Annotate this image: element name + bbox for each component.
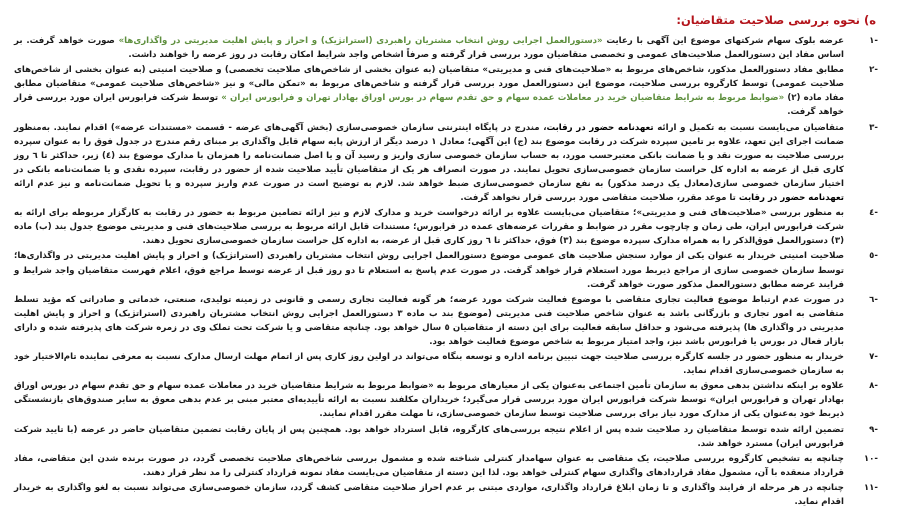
item-number: -۱۱	[863, 482, 878, 493]
highlighted-reference: «دستورالعمل اجرایی روش انتخاب مشتریان راهبردی (استراتژیک) و احراز و پایش اهلیت مدیریتی در واگذاری‌ها»	[118, 36, 603, 46]
item-text: عرضه بلوک سهام شرکتهای موضوع این آگهی با رعایت	[602, 36, 844, 46]
list-item	[14, 206, 882, 248]
item-text: به منظور بررسی «صلاحیت‌های فنی و مدیریتی»؛ متقاضیان می‌بایست علاوه بر ارائه درخواست خرید و مدارک لازم و نیز ارائه تضامین مربوط به حضور در رقابت به کارگزار مربوطه برای ارائه به شرکت فرابورس ایران، طی زمان و چارچوب مقرر در ضوابط و مقررات عرضه‌های عمده در فرابورس؛ مستندات قابل ارائه مربوط به بررسی صلاحیت‌های فنی و مدیریتی موضوع جدول بند (ب) ماده (۳) دستورالعمل فوق‌الذکر را به همراه مدارک سپرده موضوع بند (۳) فوق، حداکثر تا ٦ روز کاری قبل از عرضه، به اداره کل حراست سازمان خصوصی‌سازی تحویل دهند.	[14, 208, 844, 247]
list-item	[14, 350, 882, 378]
item-text: تضمین ارائه شده توسط متقاضیان رد صلاحیت شده پس از اعلام نتیجه بررسی‌های کارگروه، قابل استرداد خواهد بود. همچنین پس از پایان رقابت تضمین متقاضیان حاضر در عرضه (با تایید شرکت فرابورس ایران) مسترد خواهد شد.	[14, 424, 844, 449]
list-item	[14, 34, 882, 62]
item-number: -٥	[869, 251, 878, 262]
emphasized-text: تعهدنامه حضور در رقابت	[546, 122, 654, 133]
item-text: صلاحیت امنیتی خریدار به عنوان یکی از موارد سنجش صلاحیت های عمومی موضوع دستورالعمل اجرایی روش انتخاب مشتریان راهبردی (استراتژیک) و احراز و پایش اهلیت مدیریتی در واگذاری‌ها؛ توسط سازمان خصوصی سازی از مراجع ذیربط مورد استعلام قرار خواهد گرفت. در صورت عدم پاسخ به استعلام تا دو روز قبل از عرضه توسط مراجع فوق، اعلام فهرست متقاضیان واجد شرایط و فرایند عرضه مطابق دستورالعمل مذکور صورت خواهد گرفت.	[14, 251, 844, 290]
emphasized-text: تعهدنامه حضور در رقابت	[738, 193, 844, 204]
item-text: در صورت عدم ارتباط موضوع فعالیت تجاری متقاضی با موضوع فعالیت شرکت مورد عرضه؛ هر گونه فعالیت تجاری رسمی و قانونی در زمینه تولیدی، صنعتی، خدماتی و صادراتی که مؤید تسلط متقاضی به امور تجاری و بازرگانی باشد به عنوان شاخص صلاحیت فنی مدیریتی (موضوع بند ب ماده ۳ دستورالعمل اجرایی روش انتخاب مشتریان راهبردی (استراتژیک) و احراز و پایش اهلیت مدیریتی در واگذاری ها) پذیرفته می‌شود و حداقل سابقه فعالیت برای این دسته از متقاضیان ٥ سال خواهد بود. چنانچه متقاضی و یا شرکت تحت تملک وی در زمره شرکت های پذیرفته شده و دارای بازار فعال در بورس یا فرابورس باشد نیز، واجد امتیاز مربوط به شاخص موضوع فعالیت خواهد بود.	[14, 294, 844, 347]
list-item	[14, 452, 882, 480]
list-item	[14, 423, 882, 451]
item-text: چنانچه در هر مرحله از فرایند واگذاری و تا زمان ابلاغ قرارداد واگذاری، مواردی مبتنی بر عدم احراز صلاحیت متقاضی کشف گردد، سازمان خصوصی‌سازی می‌تواند نسبت به لغو واگذاری به خریدار اقدام نماید.	[14, 482, 844, 507]
item-number: -٤	[869, 208, 878, 219]
item-text: مطابق مفاد دستورالعمل مذکور، شاخص‌های مربوط به «صلاحیت‌های فنی و مدیریتی» متقاضیان (به عنوان بخشی از شاخص‌های صلاحیت تخصصی) و صلاحیت امنیتی (به عنوان بخشی از شاخص‌های صلاحیت عمومی) توسط کارگروه بررسی صلاحیت، موضوع این دستورالعمل مورد بررسی قرار گرفته و شاخص‌های مربوط به «تمکن مالی» و نیز «شاخص‌های صلاحیت عمومی» متقاضیان مطابق مفاد ماده (۲)	[14, 65, 844, 104]
item-text: متقاضیان می‌بایست نسبت به تکمیل و ارائه	[653, 122, 844, 133]
item-number: -۷	[869, 352, 878, 363]
item-number: -۲	[869, 65, 878, 76]
item-text: تا موعد مقرر، صلاحیت متقاضی مورد بررسی قرار نخواهد گرفت.	[460, 193, 739, 204]
list-item	[14, 293, 882, 349]
conditions-list	[14, 34, 882, 509]
item-text: صورت خواهد گرفت. بر اساس مفاد این دستورالعمل صلاحیت‌های عمومی و تخصصی متقاضیان مورد بررسی قرار گرفته و صرفاً اشخاص واجد شرایط امکان رقابت در روز عرضه را خواهند داشت.	[14, 36, 844, 61]
item-text: علاوه بر اینکه نداشتن بدهی معوق به سازمان تأمین اجتماعی به‌عنوان یکی از معیارهای مربوط به «ضوابط مربوط به شرایط متقاضیان خرید در معاملات عمده سهام و حق تقدم سهام در بورس اوراق بهادار تهران و فرابورس ایران» توسط شرکت فرابورس ایران مورد بررسی قرار می‌گیرد؛ خریداران مکلفند نسبت به ارائه تأییدیه‌ای معتبر مبنی بر عدم بدهی معوق به سایر صندوق‌های بازنشستگی ذیربط خود به‌عنوان یکی از مدارک مورد نیاز برای بررسی صلاحیت توسط سازمان خصوصی‌سازی، تا مهلت مقرر اقدام نمایند.	[14, 381, 844, 420]
item-number: -٦	[869, 294, 878, 305]
item-number: -۹	[869, 424, 878, 435]
item-text: چنانچه به تشخیص کارگروه بررسی صلاحیت، یک متقاضی به عنوان سهامدار کنترلی شناخته شده و مشمول بررسی شاخص‌های صلاحیت تخصصی گردد، در صورت برنده شدن این متقاضی، مفاد قرارداد منعقده با آن، مشمول مفاد قراردادهای واگذاری سهام کنترلی خواهد بود. لذا این دسته از متقاضیان می‌بایست مفاد نمونه قرارداد کنترلی را مد نظر قرار دهند.	[14, 453, 844, 478]
item-number: -۱۰	[863, 453, 878, 464]
list-item	[14, 121, 882, 206]
item-number: -۱	[869, 36, 878, 46]
item-text: توسط شرکت فرابورس ایران مورد بررسی قرار خواهد گرفت.	[14, 93, 844, 118]
highlighted-reference: «ضوابط مربوط به شرایط متقاضیان خرید در معاملات عمده سهام و حق تقدم سهام در بورس اوراق بهادار تهران و فرابورس ایران »	[221, 93, 785, 104]
item-text: ، مندرج در پایگاه اینترنتی سازمان خصوصی‌سازی (بخش آگهی‌های عرضه - قسمت «مستندات عرضه») اقدام نمایند. به‌منظور ضمانت اجرای این تعهد، علاوه بر تامین سپرده شرکت در رقابت موضوع بند (ج) این آگهی؛ معادل ۱ درصد دیگر از ارزش پایه سهام قابل واگذاری بر مبنای رقم مندرج در جدول فوق را به عنوان سپرده بررسی صلاحیت به صورت نقد و یا ضمانت بانکی معتبرحسب مورد، به حساب سازمان خصوصی سازی واریز و رسید آن و یا اصل ضمانت‌نامه را همزمان با مدارک موضوع بند (٤) زیر، حداکثر تا ٦ روز کاری قبل از عرضه به اداره کل حراست سازمان خصوصی‌سازی تحویل نمایند. در صورت انصراف هر یک از متقاضیان تأیید صلاحیت شده از حضور در رقابت، سپرده نقدی و یا ضمانت‌نامه بانکی در اختیار سازمان خصوصی سازی(معادل یک درصد مذکور) به نفع سازمان خصوصی‌سازی ضبط خواهد شد. لازم به توضیح است در صورت عدم واریز سپرده و یا تحویل ضمانت‌نامه و نیز عدم ارائه	[14, 122, 845, 189]
list-item	[14, 379, 882, 421]
item-number: -۸	[869, 381, 878, 392]
item-text: خریدار به منظور حضور در جلسه کارگره بررسی صلاحیت جهت تبیین برنامه اداره و توسعه بنگاه می‌تواند در اولین روز کاری پس از اتمام مهلت ارسال مدارک نسبت به معرفی نماینده تام‌الاختیار خود به سازمان خصوصی‌سازی اقدام نماید.	[14, 352, 844, 377]
list-item	[14, 63, 882, 119]
item-number: -۳	[869, 122, 878, 133]
list-item	[14, 249, 882, 291]
section-heading: ه) نحوه بررسی صلاحیت متقاضیان:	[676, 13, 876, 27]
